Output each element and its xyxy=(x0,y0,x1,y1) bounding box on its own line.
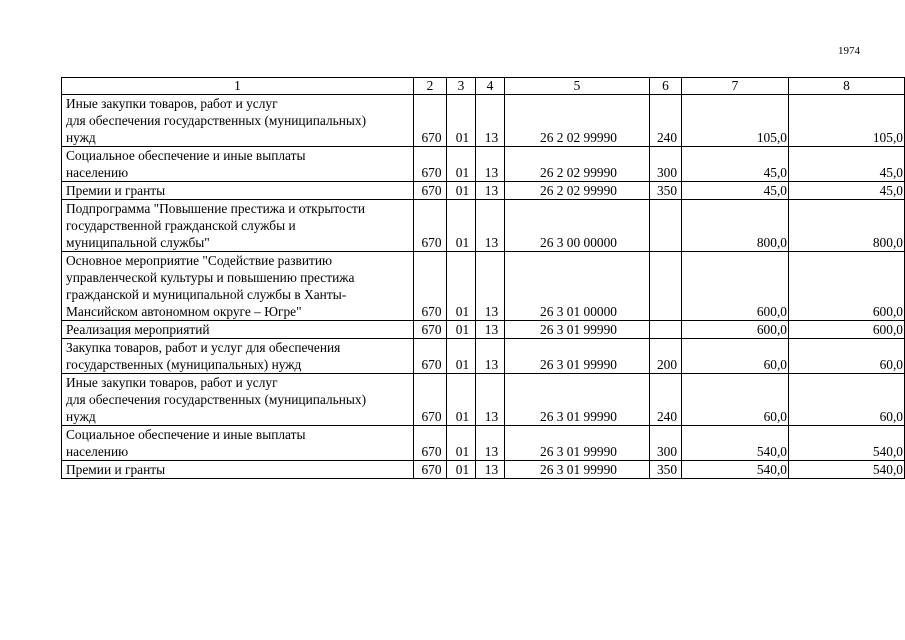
column-header: 6 xyxy=(650,78,682,95)
column-header: 3 xyxy=(447,78,476,95)
cell-amount-1: 45,0 xyxy=(682,182,789,200)
cell-target-article: 26 3 01 99990 xyxy=(505,321,650,339)
budget-table xyxy=(61,77,905,479)
cell-expense-type xyxy=(650,321,682,339)
cell-name xyxy=(62,461,414,479)
table-row xyxy=(62,147,905,182)
cell-subsection: 13 xyxy=(476,95,505,147)
cell-name xyxy=(62,374,414,426)
cell-name-line: Иные закупки товаров, работ и услуг xyxy=(66,96,278,111)
cell-amount-1: 540,0 xyxy=(682,461,789,479)
cell-expense-type: 240 xyxy=(650,95,682,147)
cell-name-line: населению xyxy=(66,444,129,459)
table-row xyxy=(62,182,905,200)
cell-amount-2: 60,0 xyxy=(789,374,905,426)
cell-amount-1: 105,0 xyxy=(682,95,789,147)
table-row xyxy=(62,374,905,426)
table-row xyxy=(62,426,905,461)
cell-target-article: 26 3 01 99990 xyxy=(505,461,650,479)
cell-section: 01 xyxy=(447,339,476,374)
cell-expense-type: 350 xyxy=(650,461,682,479)
cell-subsection: 13 xyxy=(476,461,505,479)
table-row xyxy=(62,321,905,339)
cell-admin-code: 670 xyxy=(414,200,447,252)
cell-section: 01 xyxy=(447,252,476,321)
cell-subsection: 13 xyxy=(476,339,505,374)
cell-admin-code: 670 xyxy=(414,374,447,426)
table-row xyxy=(62,461,905,479)
column-header: 4 xyxy=(476,78,505,95)
cell-name-line: Мансийском автономном округе – Югре" xyxy=(66,304,302,319)
cell-amount-1: 600,0 xyxy=(682,321,789,339)
cell-admin-code: 670 xyxy=(414,461,447,479)
cell-name xyxy=(62,95,414,147)
cell-expense-type: 200 xyxy=(650,339,682,374)
cell-expense-type: 240 xyxy=(650,374,682,426)
cell-name xyxy=(62,147,414,182)
cell-admin-code: 670 xyxy=(414,95,447,147)
cell-amount-2: 105,0 xyxy=(789,95,905,147)
cell-section: 01 xyxy=(447,95,476,147)
cell-name-line: Социальное обеспечение и иные выплаты xyxy=(66,148,306,163)
cell-name-line: нужд xyxy=(66,409,96,424)
cell-name-line: гражданской и муниципальной службы в Ханты- xyxy=(66,287,347,302)
cell-section: 01 xyxy=(447,182,476,200)
column-header: 2 xyxy=(414,78,447,95)
column-header: 8 xyxy=(789,78,905,95)
cell-subsection: 13 xyxy=(476,374,505,426)
cell-amount-1: 60,0 xyxy=(682,374,789,426)
table-row xyxy=(62,95,905,147)
cell-name-line: для обеспечения государственных (муниципальных) xyxy=(66,113,367,128)
cell-amount-2: 800,0 xyxy=(789,200,905,252)
cell-target-article: 26 2 02 99990 xyxy=(505,95,650,147)
table-header-row xyxy=(62,78,905,95)
cell-amount-2: 45,0 xyxy=(789,182,905,200)
cell-name-line: нужд xyxy=(66,130,96,145)
cell-subsection: 13 xyxy=(476,200,505,252)
cell-amount-1: 600,0 xyxy=(682,252,789,321)
cell-name-line: Подпрограмма "Повышение престижа и открытости xyxy=(66,201,366,216)
cell-name-line: Премии и гранты xyxy=(66,462,166,477)
cell-name-line: Премии и гранты xyxy=(66,183,166,198)
cell-amount-2: 60,0 xyxy=(789,339,905,374)
cell-amount-2: 45,0 xyxy=(789,147,905,182)
cell-name-line: населению xyxy=(66,165,129,180)
column-header: 7 xyxy=(682,78,789,95)
cell-amount-2: 540,0 xyxy=(789,426,905,461)
cell-name xyxy=(62,252,414,321)
cell-amount-2: 600,0 xyxy=(789,321,905,339)
cell-section: 01 xyxy=(447,461,476,479)
cell-admin-code: 670 xyxy=(414,426,447,461)
table-body xyxy=(62,95,905,479)
cell-name xyxy=(62,321,414,339)
column-header: 5 xyxy=(505,78,650,95)
cell-name-line: Основное мероприятие "Содействие развитию xyxy=(66,253,333,268)
page-number: 1974 xyxy=(838,45,860,57)
cell-admin-code: 670 xyxy=(414,182,447,200)
cell-admin-code: 670 xyxy=(414,339,447,374)
cell-expense-type xyxy=(650,200,682,252)
cell-section: 01 xyxy=(447,200,476,252)
table-row xyxy=(62,252,905,321)
cell-admin-code: 670 xyxy=(414,252,447,321)
cell-expense-type: 350 xyxy=(650,182,682,200)
cell-name xyxy=(62,426,414,461)
table-header xyxy=(62,78,905,95)
cell-amount-2: 540,0 xyxy=(789,461,905,479)
cell-name xyxy=(62,182,414,200)
cell-name-line: Закупка товаров, работ и услуг для обеспечения xyxy=(66,340,341,355)
cell-target-article: 26 3 01 99990 xyxy=(505,426,650,461)
cell-name-line: управленческой культуры и повышению престижа xyxy=(66,270,355,285)
table-row xyxy=(62,339,905,374)
cell-name-line: Иные закупки товаров, работ и услуг xyxy=(66,375,278,390)
cell-subsection: 13 xyxy=(476,321,505,339)
cell-section: 01 xyxy=(447,374,476,426)
cell-name xyxy=(62,339,414,374)
cell-target-article: 26 2 02 99990 xyxy=(505,147,650,182)
cell-section: 01 xyxy=(447,321,476,339)
cell-name-line: государственных (муниципальных) нужд xyxy=(66,357,302,372)
cell-name xyxy=(62,200,414,252)
cell-expense-type: 300 xyxy=(650,147,682,182)
cell-target-article: 26 3 00 00000 xyxy=(505,200,650,252)
cell-expense-type xyxy=(650,252,682,321)
cell-target-article: 26 3 01 00000 xyxy=(505,252,650,321)
cell-subsection: 13 xyxy=(476,182,505,200)
cell-amount-2: 600,0 xyxy=(789,252,905,321)
cell-amount-1: 60,0 xyxy=(682,339,789,374)
cell-name-line: Реализация мероприятий xyxy=(66,322,210,337)
cell-name-line: государственной гражданской службы и xyxy=(66,218,296,233)
cell-target-article: 26 2 02 99990 xyxy=(505,182,650,200)
cell-name-line: муниципальной службы" xyxy=(66,235,210,250)
cell-amount-1: 45,0 xyxy=(682,147,789,182)
cell-name-line: Социальное обеспечение и иные выплаты xyxy=(66,427,306,442)
cell-amount-1: 540,0 xyxy=(682,426,789,461)
cell-subsection: 13 xyxy=(476,426,505,461)
column-header: 1 xyxy=(62,78,414,95)
cell-target-article: 26 3 01 99990 xyxy=(505,339,650,374)
cell-subsection: 13 xyxy=(476,252,505,321)
cell-amount-1: 800,0 xyxy=(682,200,789,252)
cell-admin-code: 670 xyxy=(414,147,447,182)
cell-section: 01 xyxy=(447,426,476,461)
cell-admin-code: 670 xyxy=(414,321,447,339)
cell-section: 01 xyxy=(447,147,476,182)
cell-subsection: 13 xyxy=(476,147,505,182)
table-row xyxy=(62,200,905,252)
cell-expense-type: 300 xyxy=(650,426,682,461)
cell-name-line: для обеспечения государственных (муниципальных) xyxy=(66,392,367,407)
cell-target-article: 26 3 01 99990 xyxy=(505,374,650,426)
